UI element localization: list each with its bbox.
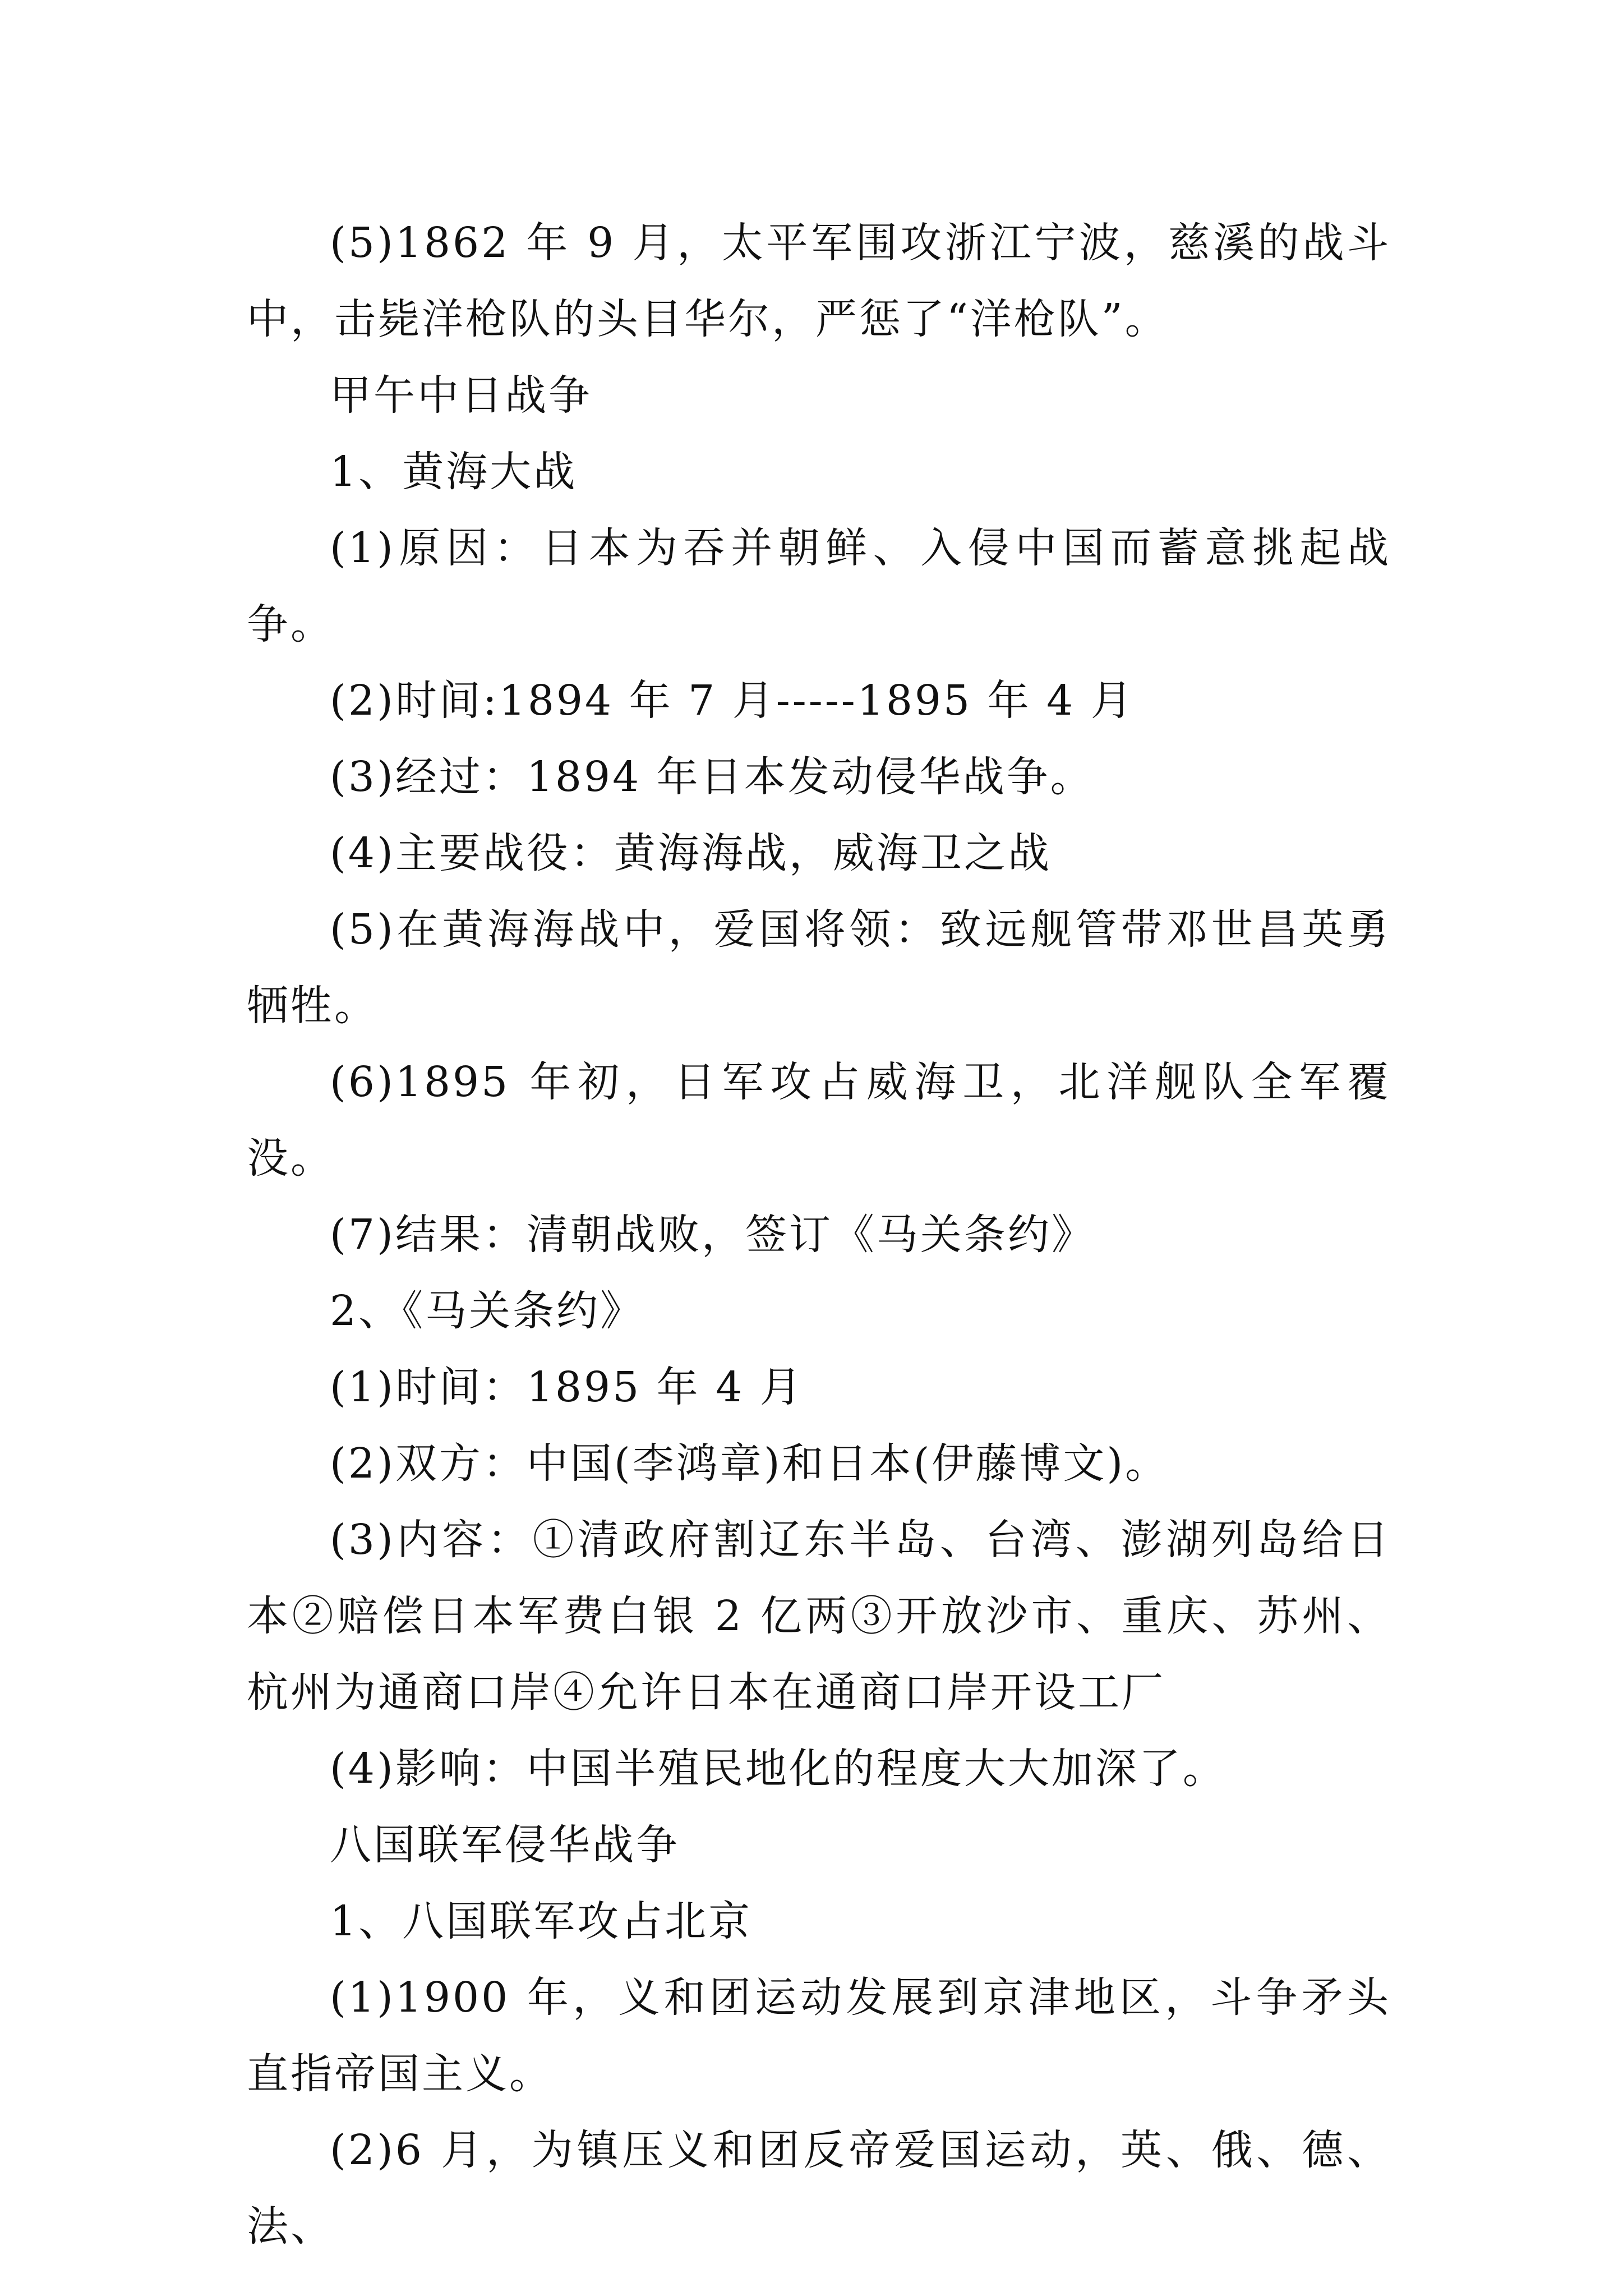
paragraph-weihaiwei: (6)1895 年初，日军攻占威海卫，北洋舰队全军覆没。 [247, 1058, 1391, 1182]
subheading-treaty-shimonoseki: 2、《马关条约》 [330, 1287, 644, 1335]
paragraph-treaty-parties: (2)双方：中国(李鸿章)和日本(伊藤博文)。 [330, 1439, 1169, 1488]
heading-sino-japanese-war: 甲午中日战争 [330, 371, 592, 420]
subheading-yellow-sea-battle: 1、黄海大战 [330, 448, 578, 496]
paragraph-treaty-impact: (4)影响：中国半殖民地化的程度大大加深了。 [330, 1745, 1227, 1793]
paragraph-process: (3)经过：1894 年日本发动侵华战争。 [330, 753, 1094, 801]
heading-eight-nation-alliance: 八国联军侵华战争 [330, 1821, 680, 1869]
paragraph-cause: (1)原因：日本为吞并朝鲜、入侵中国而蓄意挑起战争。 [247, 524, 1391, 648]
paragraph-main-battles: (4)主要战役：黄海海战，威海卫之战 [330, 829, 1052, 877]
paragraph-june-suppression: (2)6 月，为镇压义和团反帝爱国运动，英、俄、德、法、 [247, 2126, 1391, 2251]
subheading-capture-beijing: 1、八国联军攻占北京 [330, 1897, 753, 1945]
document-body [247, 205, 1391, 2265]
paragraph-treaty-time: (1)时间：1895 年 4 月 [330, 1363, 804, 1411]
paragraph-treaty-content: (3)内容：①清政府割辽东半岛、台湾、澎湖列岛给日本②赔偿日本军费白银 2 亿两③开放沙市、重庆、苏州、杭州为通商口岸④允许日本在通商口岸开设工厂 [247, 1516, 1391, 1717]
paragraph-time: (2)时间:1894 年 7 月-----1895 年 4 月 [330, 677, 1135, 725]
paragraph-deng-shichang: (5)在黄海海战中，爱国将领：致远舰管带邓世昌英勇牺牲。 [247, 905, 1391, 1030]
paragraph-boxer-movement: (1)1900 年，义和团运动发展到京津地区，斗争矛头直指帝国主义。 [247, 1973, 1391, 2098]
paragraph-result: (7)结果：清朝战败，签订《马关条约》 [330, 1211, 1095, 1259]
paragraph-taiping-ningbo: (5)1862 年 9 月，太平军围攻浙江宁波，慈溪的战斗中，击毙洋枪队的头目华尔，严惩了“洋枪队”。 [247, 219, 1391, 343]
